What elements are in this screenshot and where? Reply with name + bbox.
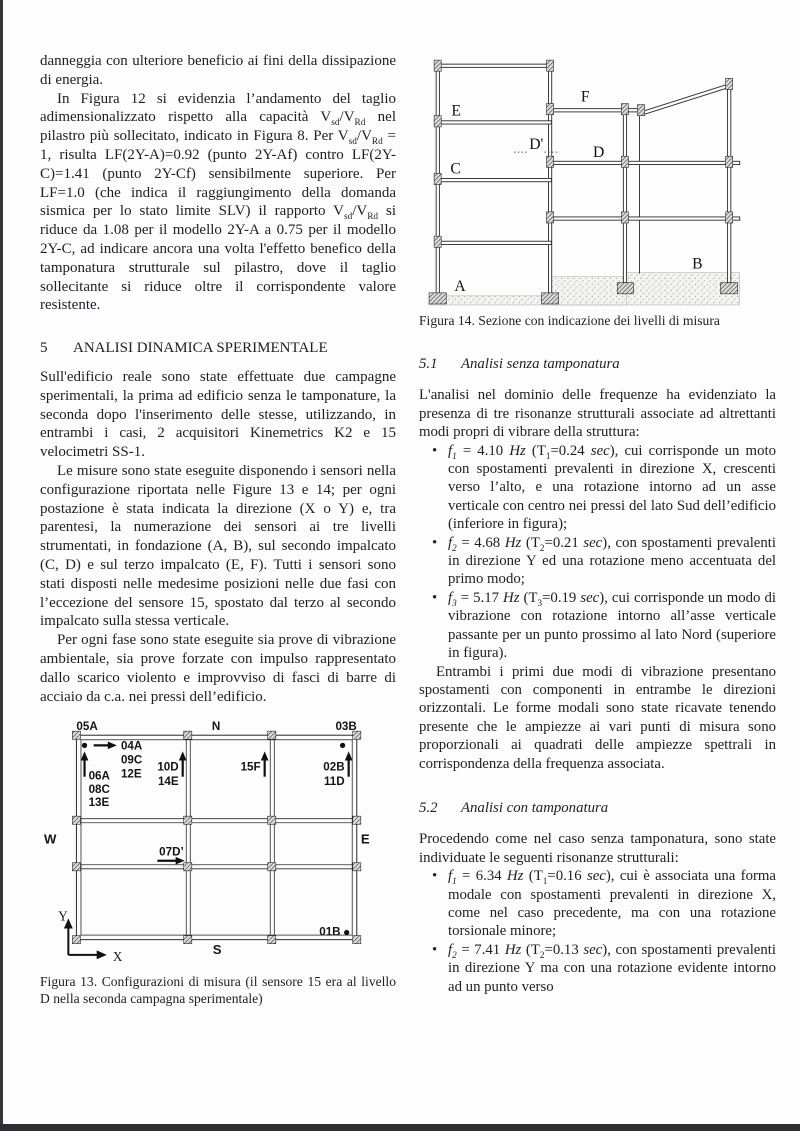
text-run: ), cui è associata una forma modale con spostamenti prevalenti in direzione X, come nel caso precedente, ma con una rotazione torsionale minore; <box>448 868 776 940</box>
text-run: f <box>448 941 453 958</box>
subscript: 3 <box>452 597 457 608</box>
paragraph: L'analisi nel dominio delle frequenze ha evidenziato la presenza di tre risonanze strutturali associate ad altrettanti modi propri di vibrare della struttura: <box>419 387 776 441</box>
subscript: Rd <box>367 212 379 223</box>
section-number: 5.1 <box>419 356 438 372</box>
paragraph: Per ogni fase sono state eseguite sia prove di vibrazione ambientale, sia prove forzate con impulso rappresentato dallo scarico violento e improvviso di fasci di barre di acciaio da c.a. nei pressi dell’edificio. <box>40 632 396 705</box>
paragraph: Entrambi i primi due modi di vibrazione presentano spostamenti con componenti in entrambe le direzioni orizzontali. Le forme modali sono state ricavate tenendo presente che le ampiezze ai vari punti di misura sono proporzionali ai quadrati delle ampiezze spettrali in corrispondenza della frequenza associata. <box>419 663 776 772</box>
text-run: f <box>448 534 453 551</box>
paragraph: Procedendo come nel caso senza tamponatura, sono state individuate le seguenti risonanze strutturali: <box>419 831 776 866</box>
text-run: ), cui corrisponde un modo di vibrazione con rotazione intorno all’asse verticale passante per un punto prossimo al lato Nord (superiore in figura). <box>448 589 776 662</box>
label-07D: 07D’ <box>159 845 184 859</box>
label-13E: 13E <box>88 796 110 810</box>
subscript: 3 <box>537 597 543 608</box>
bullet-icon: • <box>432 868 438 885</box>
text-run: = 4.68 <box>456 534 505 551</box>
left-column <box>40 52 396 1124</box>
section-number: 5.2 <box>419 799 438 816</box>
arrow-up-icon <box>81 752 89 761</box>
text-run: = 7.41 <box>456 941 505 958</box>
subscript: 2 <box>539 949 545 960</box>
text-run: ), con spostamenti prevalenti in direzione Y ma con una rotazione evidente intorno ad un punto verso <box>448 941 776 995</box>
text-run: In Figura 12 si evidenzia l’andamento del taglio adimensionalizzato rispetto alla capacità V <box>40 90 396 126</box>
label-level-Dprime: D' <box>529 136 544 154</box>
label-15F: 15F <box>240 760 261 774</box>
text-run: f <box>448 868 453 885</box>
label-level-E: E <box>451 102 461 120</box>
bullet-icon: • <box>432 534 438 551</box>
subscript: 2 <box>452 542 457 553</box>
text-run: Hz <box>504 534 522 551</box>
text-run: =0.21 <box>544 534 584 551</box>
sensor-dot <box>344 930 349 935</box>
text-run: =0.13 <box>544 941 584 958</box>
figure14-caption: Figura 14. Sezione con indicazione dei livelli di misura <box>419 313 720 328</box>
section-heading <box>419 799 776 817</box>
text-run: = 5.17 <box>456 589 504 606</box>
section-labels <box>450 89 702 295</box>
text-run: (T <box>523 868 543 885</box>
label-axis-x: X <box>112 949 123 965</box>
section-heading <box>40 339 396 358</box>
subscript: 1 <box>545 450 551 461</box>
plan-columns <box>72 731 360 944</box>
text-run: sec <box>580 589 600 606</box>
label-02B: 02B <box>323 760 345 774</box>
label-03B: 03B <box>335 720 357 734</box>
text-run: /V <box>339 109 355 126</box>
text-run: =0.24 <box>550 442 591 459</box>
subscript: 2 <box>539 542 545 553</box>
figure13-plan <box>40 718 376 968</box>
label-01B: 01B <box>319 925 341 939</box>
label-11D: 11D <box>323 775 345 789</box>
section-heading <box>419 355 776 373</box>
text-run: ), cui corrisponde un moto con spostamenti prevalenti in direzione X, crescenti verso l’alto, e una rotazione intorno ad un asse verticale con centro nei pressi del lato Sud dell’edificio (inferiore in figura); <box>448 442 776 533</box>
text-run: Hz <box>504 941 522 958</box>
figure14-section <box>419 52 767 307</box>
section-number: 5 <box>40 340 48 357</box>
label-level-B: B <box>692 255 703 273</box>
sensor-dot <box>82 743 87 748</box>
subscript: 1 <box>542 876 548 887</box>
paragraph <box>40 90 396 316</box>
text-run: =0.16 <box>547 868 587 885</box>
subscript: sd <box>348 137 357 148</box>
list-item <box>419 442 776 534</box>
label-level-F: F <box>580 88 590 106</box>
label-east: E <box>360 831 370 847</box>
frequency-list <box>419 442 776 663</box>
section-title: Analisi senza tamponatura <box>461 356 620 372</box>
label-level-D: D <box>593 144 605 162</box>
text-run: (T <box>519 589 538 606</box>
label-level-C: C <box>450 160 461 178</box>
list-item <box>419 534 776 589</box>
bullet-icon: • <box>432 442 438 459</box>
list-item <box>419 941 776 996</box>
subscript: sd <box>343 212 353 223</box>
arrow-up-icon <box>261 752 269 761</box>
text-run: f <box>448 442 453 459</box>
text-run: (T <box>525 442 546 459</box>
text-run: si riduce da 1.08 per il modello 2Y-A a 0.75 per il modello 2Y-C, ad indicare ancora una volta l'effetto benefico della tamponatura strutturale sul pilastro, dove il taglio sollecitante si riduce oltre il corrispondente valore resistente. <box>40 203 396 314</box>
bullet-icon: • <box>432 941 438 958</box>
label-14E: 14E <box>157 775 179 789</box>
plan-labels <box>44 720 370 957</box>
figure14 <box>419 52 776 329</box>
right-column <box>419 52 776 1124</box>
section-ground <box>429 273 740 305</box>
label-south: S <box>212 942 222 958</box>
text-run: (T <box>521 941 540 958</box>
plan-axis <box>64 919 107 960</box>
subscript: 2 <box>452 949 457 960</box>
arrow-up-icon <box>345 752 353 761</box>
arrow-up-icon <box>179 752 187 761</box>
text-run: /V <box>356 128 372 145</box>
text-run: Hz <box>503 589 520 606</box>
label-08C: 08C <box>88 783 110 797</box>
arrow-right-icon <box>108 742 117 750</box>
text-run: ), con spostamenti prevalenti in direzione Y ed una rotazione meno accentuata del primo modo; <box>448 534 776 588</box>
text-run: f <box>448 589 453 606</box>
section-title: ANALISI DINAMICA SPERIMENTALE <box>73 340 328 357</box>
figure13 <box>40 718 396 1007</box>
text-run: Hz <box>507 868 524 885</box>
figure13-caption: Figura 13. Configurazioni di misura (il sensore 15 era al livello D nella seconda campagna sperimentale) <box>40 974 396 1007</box>
label-level-A: A <box>454 277 466 295</box>
label-west: W <box>44 831 57 847</box>
text-run: nel pilastro più sollecitato, indicato in Figura 8. Per V <box>40 109 396 145</box>
text-run: = 1, risulta LF(2Y-A)=0.92 (punto 2Y-Af) contro LF(2Y-C)=1.41 (punto 2Y-Cf) sensibilmente superiore. Per LF=1.0 (che indica il raggiungimento della domanda sismica per lo stato limite SLV) il rapporto V <box>40 128 396 220</box>
label-04A: 04A <box>120 739 143 753</box>
label-12E: 12E <box>120 768 142 782</box>
label-10D: 10D <box>157 760 179 774</box>
bullet-icon: • <box>432 589 438 606</box>
text-run: =0.19 <box>542 589 581 606</box>
paragraph: Sull'edificio reale sono state effettuate due campagne sperimentali, la prima ad edificio senza le tamponature, la seconda dopo l'inserimento delle stesse, utilizzando, in entrambi i casi, 2 acquisitori Kinemetrics K2 e 15 velocimetri SS-1. <box>40 368 396 461</box>
list-item <box>419 589 776 663</box>
text-run: sec <box>583 534 603 551</box>
label-06A: 06A <box>88 770 110 784</box>
text-run: = 6.34 <box>456 868 507 885</box>
subscript: Rd <box>354 118 366 129</box>
text-run: = 4.10 <box>456 442 510 459</box>
label-05A: 05A <box>76 720 98 734</box>
section-title: Analisi con tamponatura <box>461 799 609 816</box>
subscript: sd <box>331 118 340 129</box>
sensor-dot <box>340 743 345 748</box>
scan-edge-left <box>0 0 3 1131</box>
paragraph: danneggia con ulteriore beneficio ai fini della dissipazione di energia. <box>40 53 396 88</box>
frequency-list <box>419 867 776 996</box>
text-run: sec <box>586 868 606 885</box>
plan-walls <box>76 736 356 940</box>
text-run: sec <box>583 941 603 958</box>
label-09C: 09C <box>120 753 143 767</box>
scan-edge-bottom <box>0 1124 800 1131</box>
list-item <box>419 867 776 941</box>
text-run: Hz <box>509 442 526 459</box>
subscript: 1 <box>452 450 457 461</box>
axis-arrow-right-icon <box>97 951 107 960</box>
text-run: /V <box>352 203 368 220</box>
label-axis-y: Y <box>58 908 68 924</box>
text-run: (T <box>521 534 540 551</box>
text-run: sec <box>590 442 610 459</box>
label-north: N <box>211 720 221 734</box>
paragraph: Le misure sono state eseguite disponendo i sensori nella configurazione riportata nelle Figure 13 e 14; per ogni postazione è stata indicata la direzione (X o Y) e, tra parentesi, la numerazione dei sensori ai tre livelli strumentati, in fondazione (A, B), sul secondo impalcato (C, D) e sul terzo impalcato (E, F). Tutti i sensori sono stati disposti nelle medesime posizioni nelle due fasi con l’eccezione del sensore 15, spostato dal terzo al secondo impalcato sulla stessa verticale. <box>40 462 396 630</box>
subscript: 1 <box>452 876 457 887</box>
subscript: Rd <box>371 137 383 148</box>
